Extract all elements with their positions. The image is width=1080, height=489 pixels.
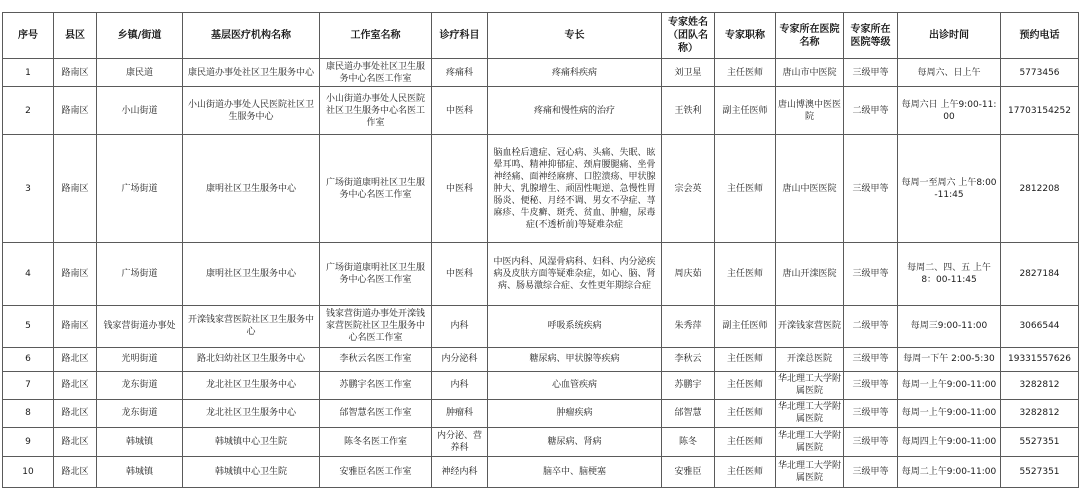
cell-town: 龙东街道: [97, 371, 183, 399]
cell-hospital-level: 三级甲等: [844, 427, 898, 456]
cell-institution: 韩城镇中心卫生院: [183, 427, 320, 456]
cell-title: 副主任医师: [715, 87, 776, 135]
cell-hospital: 华北理工大学附属医院: [776, 427, 844, 456]
cell-title: 主任医师: [715, 371, 776, 399]
cell-hospital-level: 三级甲等: [844, 371, 898, 399]
cell-index: 9: [3, 427, 54, 456]
cell-institution: 康明社区卫生服务中心: [183, 135, 320, 243]
cell-schedule: 每周三9:00-11:00: [898, 305, 1001, 347]
cell-hospital-level: 三级甲等: [844, 243, 898, 305]
cell-department: 神经内科: [432, 456, 488, 487]
table-row: [3, 347, 1079, 371]
cell-specialty: 疼痛和慢性病的治疗: [488, 87, 662, 135]
cell-studio: 苏鹏宇名医工作室: [320, 371, 432, 399]
cell-institution: 开滦钱家营医院社区卫生服务中心: [183, 305, 320, 347]
cell-specialty: 呼吸系统疾病: [488, 305, 662, 347]
cell-schedule: 每周一上午9:00-11:00: [898, 371, 1001, 399]
cell-studio: 李秋云名医工作室: [320, 347, 432, 371]
cell-hospital-level: 二级甲等: [844, 305, 898, 347]
cell-index: 10: [3, 456, 54, 487]
cell-hospital-level: 三级甲等: [844, 456, 898, 487]
cell-expert: 安雅臣: [662, 456, 715, 487]
cell-schedule: 每周一至周六 上午8:00-11:45: [898, 135, 1001, 243]
cell-title: 主任医师: [715, 456, 776, 487]
header-expert: 专家姓名（团队名称）: [662, 13, 715, 59]
cell-town: 韩城镇: [97, 456, 183, 487]
cell-phone: 3066544: [1001, 305, 1079, 347]
cell-hospital: 华北理工大学附属医院: [776, 399, 844, 427]
cell-town: 广场街道: [97, 243, 183, 305]
cell-department: 内科: [432, 371, 488, 399]
cell-county: 路南区: [54, 87, 97, 135]
cell-title: 主任医师: [715, 347, 776, 371]
cell-specialty: 糖尿病、肾病: [488, 427, 662, 456]
cell-schedule: 每周一下午 2:00-5:30: [898, 347, 1001, 371]
cell-specialty: 糖尿病、甲状腺等疾病: [488, 347, 662, 371]
cell-county: 路北区: [54, 456, 97, 487]
cell-expert: 宗会英: [662, 135, 715, 243]
header-department: 诊疗科目: [432, 13, 488, 59]
table-row: [3, 87, 1079, 135]
cell-institution: 康民道办事处社区卫生服务中心: [183, 59, 320, 87]
cell-hospital-level: 三级甲等: [844, 399, 898, 427]
cell-index: 3: [3, 135, 54, 243]
cell-specialty: 心血管疾病: [488, 371, 662, 399]
header-schedule: 出诊时间: [898, 13, 1001, 59]
cell-phone: 2827184: [1001, 243, 1079, 305]
cell-county: 路南区: [54, 305, 97, 347]
cell-hospital-level: 三级甲等: [844, 347, 898, 371]
cell-index: 5: [3, 305, 54, 347]
cell-phone: 19331557626: [1001, 347, 1079, 371]
cell-schedule: 每周六、日上午: [898, 59, 1001, 87]
cell-studio: 钱家营街道办事处开滦钱家营医院社区卫生服务中心名医工作室: [320, 305, 432, 347]
cell-studio: 陈冬名医工作室: [320, 427, 432, 456]
cell-specialty: 中医内科、风湿骨病科、妇科、内分泌疾病及皮肤方面等疑难杂症，如心、脑、肾病、肠易激综合症、女性更年期综合症: [488, 243, 662, 305]
cell-hospital: 华北理工大学附属医院: [776, 371, 844, 399]
cell-institution: 韩城镇中心卫生院: [183, 456, 320, 487]
cell-expert: 王铁利: [662, 87, 715, 135]
cell-institution: 路北妇幼社区卫生服务中心: [183, 347, 320, 371]
cell-schedule: 每周二、四、五 上午8：00-11:45: [898, 243, 1001, 305]
cell-town: 光明街道: [97, 347, 183, 371]
cell-department: 中医科: [432, 243, 488, 305]
cell-county: 路北区: [54, 371, 97, 399]
cell-studio: 安雅臣名医工作室: [320, 456, 432, 487]
cell-expert: 苏鹏宇: [662, 371, 715, 399]
cell-phone: 2812208: [1001, 135, 1079, 243]
header-title: 专家职称: [715, 13, 776, 59]
header-hospital-level: 专家所在医院等级: [844, 13, 898, 59]
header-county: 县区: [54, 13, 97, 59]
header-town: 乡镇/街道: [97, 13, 183, 59]
cell-department: 内分泌、营养科: [432, 427, 488, 456]
cell-specialty: 脑血栓后遗症、冠心病、头痛、失眠、眩晕耳鸣、精神抑郁症、颈肩腰腿痛、坐骨神经痛、面神经麻痹、口腔溃疡、甲状腺肿大、乳腺增生、顽固性呃逆、急慢性胃肠炎、便秘、月经不调、男女不孕症、荨麻疹、牛皮癣、斑秃、贫血、肿瘤，尿毒症(不透析前)等疑难杂症: [488, 135, 662, 243]
cell-phone: 5527351: [1001, 456, 1079, 487]
cell-phone: 17703154252: [1001, 87, 1079, 135]
table-row: [3, 371, 1079, 399]
table-row: [3, 243, 1079, 305]
cell-studio: 邰智慧名医工作室: [320, 399, 432, 427]
header-institution: 基层医疗机构名称: [183, 13, 320, 59]
cell-hospital: 唐山市中医院: [776, 59, 844, 87]
cell-phone: 5773456: [1001, 59, 1079, 87]
cell-department: 肿瘤科: [432, 399, 488, 427]
table-row: [3, 427, 1079, 456]
cell-expert: 刘卫星: [662, 59, 715, 87]
cell-schedule: 每周二上午9:00-11:00: [898, 456, 1001, 487]
cell-title: 主任医师: [715, 399, 776, 427]
table-row: [3, 135, 1079, 243]
cell-hospital-level: 三级甲等: [844, 59, 898, 87]
cell-title: 主任医师: [715, 59, 776, 87]
cell-town: 钱家营街道办事处: [97, 305, 183, 347]
cell-expert: 朱秀萍: [662, 305, 715, 347]
cell-department: 中医科: [432, 135, 488, 243]
header-phone: 预约电话: [1001, 13, 1079, 59]
cell-department: 中医科: [432, 87, 488, 135]
cell-title: 主任医师: [715, 427, 776, 456]
cell-town: 韩城镇: [97, 427, 183, 456]
cell-hospital: 开滦钱家营医院: [776, 305, 844, 347]
header-specialty: 专长: [488, 13, 662, 59]
cell-index: 4: [3, 243, 54, 305]
header-row: [3, 13, 1079, 59]
cell-phone: 5527351: [1001, 427, 1079, 456]
table-row: [3, 456, 1079, 487]
cell-expert: 陈冬: [662, 427, 715, 456]
cell-county: 路北区: [54, 399, 97, 427]
cell-specialty: 疼痛科疾病: [488, 59, 662, 87]
cell-hospital-level: 三级甲等: [844, 135, 898, 243]
table-row: [3, 59, 1079, 87]
cell-hospital: 唐山开滦医院: [776, 243, 844, 305]
cell-schedule: 每周四上午9:00-11:00: [898, 427, 1001, 456]
cell-expert: 李秋云: [662, 347, 715, 371]
cell-studio: 广场街道康明社区卫生服务中心名医工作室: [320, 243, 432, 305]
cell-hospital: 开滦总医院: [776, 347, 844, 371]
cell-hospital: 唐山博澳中医医院: [776, 87, 844, 135]
header-index: 序号: [3, 13, 54, 59]
cell-studio: 广场街道康明社区卫生服务中心名医工作室: [320, 135, 432, 243]
cell-county: 路南区: [54, 59, 97, 87]
table-row: [3, 399, 1079, 427]
cell-title: 主任医师: [715, 243, 776, 305]
cell-institution: 龙北社区卫生服务中心: [183, 399, 320, 427]
header-studio: 工作室名称: [320, 13, 432, 59]
cell-county: 路北区: [54, 427, 97, 456]
cell-expert: 邰智慧: [662, 399, 715, 427]
cell-county: 路南区: [54, 135, 97, 243]
cell-department: 疼痛科: [432, 59, 488, 87]
cell-studio: 小山街道办事处人民医院社区卫生服务中心名医工作室: [320, 87, 432, 135]
cell-expert: 周庆茹: [662, 243, 715, 305]
cell-studio: 康民道办事处社区卫生服务中心名医工作室: [320, 59, 432, 87]
cell-hospital: 唐山中医医院: [776, 135, 844, 243]
cell-index: 7: [3, 371, 54, 399]
cell-specialty: 肿瘤疾病: [488, 399, 662, 427]
cell-index: 6: [3, 347, 54, 371]
cell-institution: 龙北社区卫生服务中心: [183, 371, 320, 399]
cell-town: 龙东街道: [97, 399, 183, 427]
cell-phone: 3282812: [1001, 371, 1079, 399]
cell-title: 主任医师: [715, 135, 776, 243]
cell-specialty: 脑卒中、脑梗塞: [488, 456, 662, 487]
cell-department: 内分泌科: [432, 347, 488, 371]
cell-institution: 小山街道办事处人民医院社区卫生服务中心: [183, 87, 320, 135]
cell-schedule: 每周一上午9:00-11:00: [898, 399, 1001, 427]
cell-town: 广场街道: [97, 135, 183, 243]
cell-town: 小山街道: [97, 87, 183, 135]
cell-hospital-level: 二级甲等: [844, 87, 898, 135]
cell-institution: 康明社区卫生服务中心: [183, 243, 320, 305]
cell-county: 路北区: [54, 347, 97, 371]
cell-hospital: 华北理工大学附属医院: [776, 456, 844, 487]
cell-department: 内科: [432, 305, 488, 347]
cell-title: 副主任医师: [715, 305, 776, 347]
cell-town: 康民道: [97, 59, 183, 87]
cell-index: 8: [3, 399, 54, 427]
cell-county: 路南区: [54, 243, 97, 305]
table-row: [3, 305, 1079, 347]
expert-schedule-table: [2, 12, 1079, 488]
cell-phone: 3282812: [1001, 399, 1079, 427]
cell-schedule: 每周六日 上午9:00-11:00: [898, 87, 1001, 135]
header-hospital: 专家所在医院名称: [776, 13, 844, 59]
cell-index: 1: [3, 59, 54, 87]
cell-index: 2: [3, 87, 54, 135]
